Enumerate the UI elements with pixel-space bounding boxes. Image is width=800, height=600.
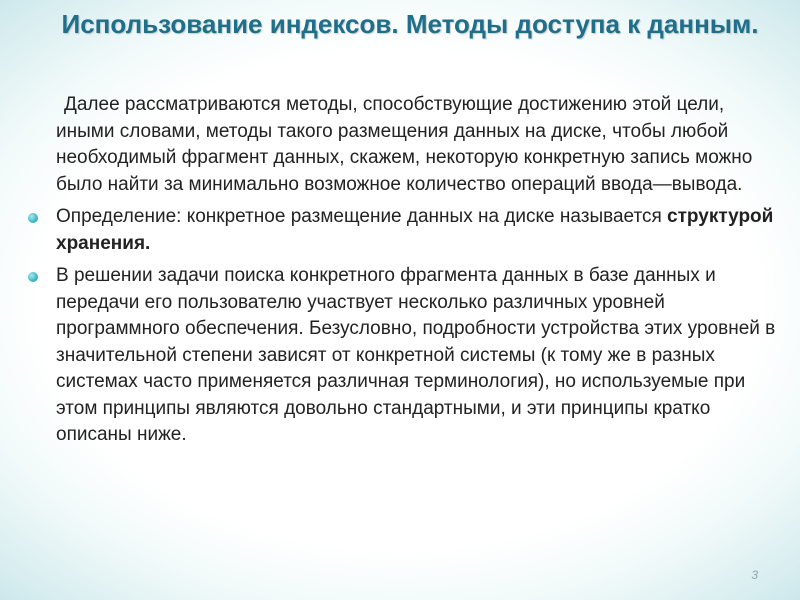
bullet-definition: [28, 204, 778, 257]
bullet-software-levels-text: В решении задачи поиска конкретного фрагмента данных в базе данных и передачи его пользователю участвует несколько различных уровней программного обеспечения. Безусловно, подробности устройства этих уровней в значительной степени зависят от конкретной системы (к тому же в разных системах часто применяется различная терминология), но используемые при этом принципы являются довольно стандартными, и эти принципы кратко описаны ниже.: [56, 265, 776, 445]
page-number: 3: [751, 568, 758, 582]
bullet-definition-bold: структурой хранения.: [56, 206, 774, 254]
bullet-dot-icon: [28, 272, 38, 282]
intro-paragraph: Далее рассматриваются методы, способствующие достижению этой цели, иными словами, методы такого размещения данных на диске, чтобы любой необходимый фрагмент данных, скажем, некоторую конкретную запись можно было найти за минимально возможное количество операций ввода—вывода.: [56, 94, 753, 195]
slide-body: [28, 92, 778, 449]
slide-title: Использование индексов. Методы доступа к данным.: [61, 9, 759, 39]
bullet-dot-icon: [28, 213, 38, 223]
bullet-definition-text: Определение: конкретное размещение данных на диске называется: [56, 206, 668, 227]
bullet-software-levels: [28, 263, 778, 449]
